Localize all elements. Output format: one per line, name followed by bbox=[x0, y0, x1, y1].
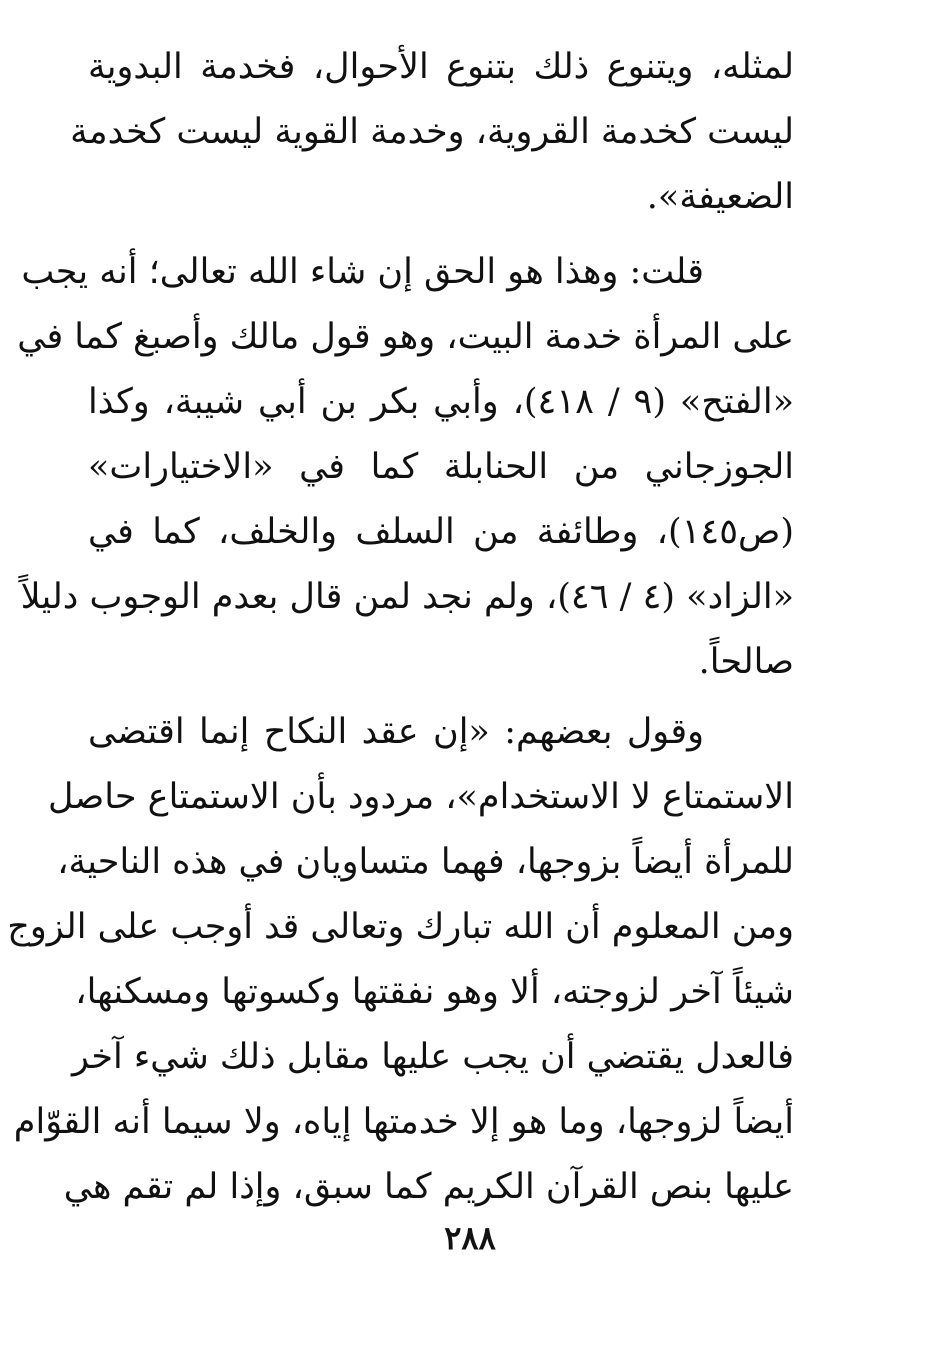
paragraph-3 bbox=[7, 700, 794, 1220]
text-line: على المرأة خدمة البيت، وهو قول مالك وأصبغ كما في bbox=[17, 317, 794, 357]
paragraph-2 bbox=[17, 240, 794, 695]
text-line: ليست كخدمة القروية، وخدمة القوية ليست كخدمة bbox=[70, 112, 794, 152]
text-line: الجوزجاني من الحنابلة كما في «الاختيارات» bbox=[88, 447, 794, 487]
text-line: للمرأة أيضاً بزوجها، فهما متساويان في هذه الناحية، bbox=[57, 842, 794, 882]
text-line: ومن المعلوم أن الله تبارك وتعالى قد أوجب على الزوج bbox=[7, 907, 794, 947]
text-line: (ص١٤٥)، وطائفة من السلف والخلف، كما في bbox=[88, 512, 794, 552]
text-line: «الفتح» (٩ / ٤١٨)، وأبي بكر بن أبي شيبة، وكذا bbox=[88, 382, 794, 422]
text-line: وقول بعضهم: «إن عقد النكاح إنما اقتضى bbox=[88, 712, 704, 752]
text-line: عليها بنص القرآن الكريم كما سبق، وإذا لم تقم هي bbox=[63, 1167, 794, 1207]
text-line: «الزاد» (٤ / ٤٦)، ولم نجد لمن قال بعدم الوجوب دليلاً bbox=[20, 577, 794, 617]
text-line: الاستمتاع لا الاستخدام»، مردود بأن الاستمتاع حاصل bbox=[48, 777, 794, 817]
text-line: صالحاً. bbox=[698, 642, 794, 682]
page-number: ٢٨٨ bbox=[444, 1219, 496, 1257]
text-line: أيضاً لزوجها، وما هو إلا خدمتها إياه، ولا سيما أنه القوّام bbox=[13, 1102, 794, 1142]
text-line: فالعدل يقتضي أن يجب عليها مقابل ذلك شيء آخر bbox=[72, 1037, 794, 1077]
text-line: الضعيفة». bbox=[646, 177, 794, 217]
text-line: قلت: وهذا هو الحق إن شاء الله تعالى؛ أنه يجب bbox=[21, 252, 704, 292]
text-line: شيئاً آخر لزوجته، ألا وهو نفقتها وكسوتها ومسكنها، bbox=[75, 972, 794, 1012]
text-line: لمثله، ويتنوع ذلك بتنوع الأحوال، فخدمة البدوية bbox=[88, 47, 794, 87]
paragraph-1 bbox=[70, 35, 794, 230]
